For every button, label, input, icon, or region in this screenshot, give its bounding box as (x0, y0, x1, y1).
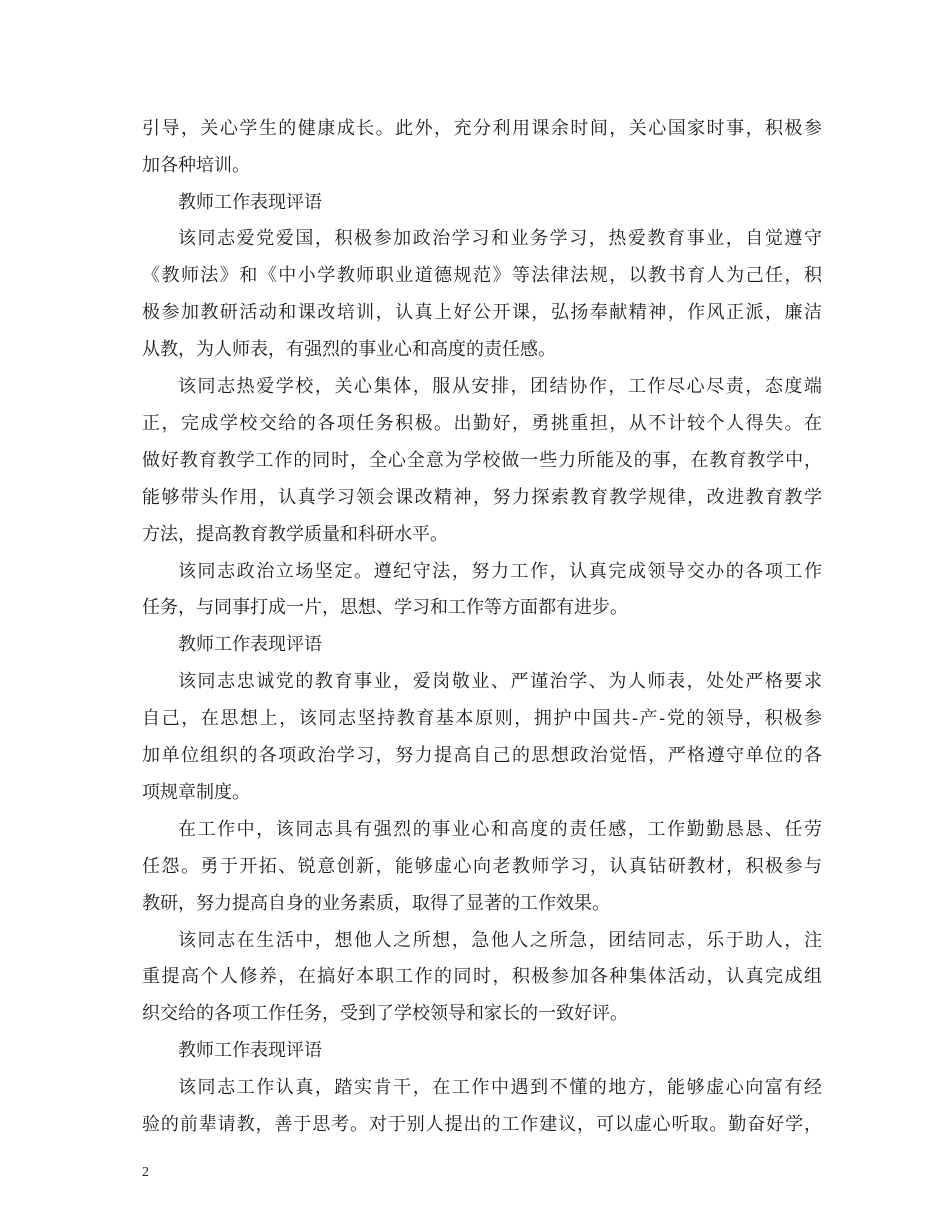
section-heading: 教师工作表现评语 (178, 192, 322, 213)
section-heading: 教师工作表现评语 (178, 1040, 322, 1061)
paragraph-line: 该同志忠诚党的教育事业，爱岗敬业、严谨治学、为人师表，处处严格要求 (178, 671, 822, 692)
paragraph-line: 方法，提高教育教学质量和科研水平。 (142, 524, 448, 545)
paragraph-line: 能够带头作用，认真学习领会课改精神，努力探索教育教学规律，改进教育教学 (142, 487, 822, 508)
paragraph-line: 该同志政治立场坚定。遵纪守法，努力工作，认真完成领导交办的各项工作 (178, 561, 822, 582)
section-heading: 教师工作表现评语 (178, 634, 322, 655)
paragraph-line: 加各种培训。 (142, 155, 250, 176)
paragraph-line: 任务，与同事打成一片，思想、学习和工作等方面都有进步。 (142, 597, 628, 618)
paragraph-line: 正，完成学校交给的各项任务积极。出勤好，勇挑重担，从不计较个人得失。在 (142, 413, 822, 434)
paragraph-line: 做好教育教学工作的同时，全心全意为学校做一些力所能及的事，在教育教学中， (142, 450, 822, 471)
paragraph-line: 该同志热爱学校，关心集体，服从安排，团结协作，工作尽心尽责，态度端 (178, 376, 822, 397)
paragraph-line: 织交给的各项工作任务，受到了学校领导和家长的一致好评。 (142, 1003, 628, 1024)
paragraph-line: 该同志工作认真，踏实肯干，在工作中遇到不懂的地方，能够虚心向富有经 (178, 1077, 822, 1098)
paragraph-line: 在工作中，该同志具有强烈的事业心和高度的责任感，工作勤勤恳恳、任劳 (178, 819, 822, 840)
paragraph-line: 加单位组织的各项政治学习，努力提高自己的思想政治觉悟，严格遵守单位的各 (142, 745, 822, 766)
paragraph-line: 任怨。勇于开拓、锐意创新，能够虚心向老教师学习，认真钻研教材，积极参与 (142, 856, 822, 877)
paragraph-line: 从教，为人师表，有强烈的事业心和高度的责任感。 (142, 339, 556, 360)
paragraph-line: 重提高个人修养，在搞好本职工作的同时，积极参加各种集体活动，认真完成组 (142, 966, 822, 987)
paragraph-line: 极参加教研活动和课改培训，认真上好公开课，弘扬奉献精神，作风正派，廉洁 (142, 302, 822, 323)
paragraph-line: 该同志在生活中，想他人之所想，急他人之所急，团结同志，乐于助人，注 (178, 930, 822, 951)
page-number: 2 (142, 1165, 149, 1180)
paragraph-line: 教研，努力提高自身的业务素质，取得了显著的工作效果。 (142, 893, 610, 914)
paragraph-line: 验的前辈请教，善于思考。对于别人提出的工作建议，可以虚心听取。勤奋好学， (142, 1114, 822, 1135)
paragraph-line: 该同志爱党爱国，积极参加政治学习和业务学习，热爱教育事业，自觉遵守 (178, 228, 822, 249)
paragraph-line: 引导，关心学生的健康成长。此外，充分利用课余时间，关心国家时事，积极参 (142, 118, 822, 139)
paragraph-line: 项规章制度。 (142, 782, 250, 803)
paragraph-line: 自己，在思想上，该同志坚持教育基本原则，拥护中国共-产-党的领导，积极参 (142, 708, 822, 729)
paragraph-line: 《教师法》和《中小学教师职业道德规范》等法律法规，以教书育人为己任，积 (142, 265, 822, 286)
